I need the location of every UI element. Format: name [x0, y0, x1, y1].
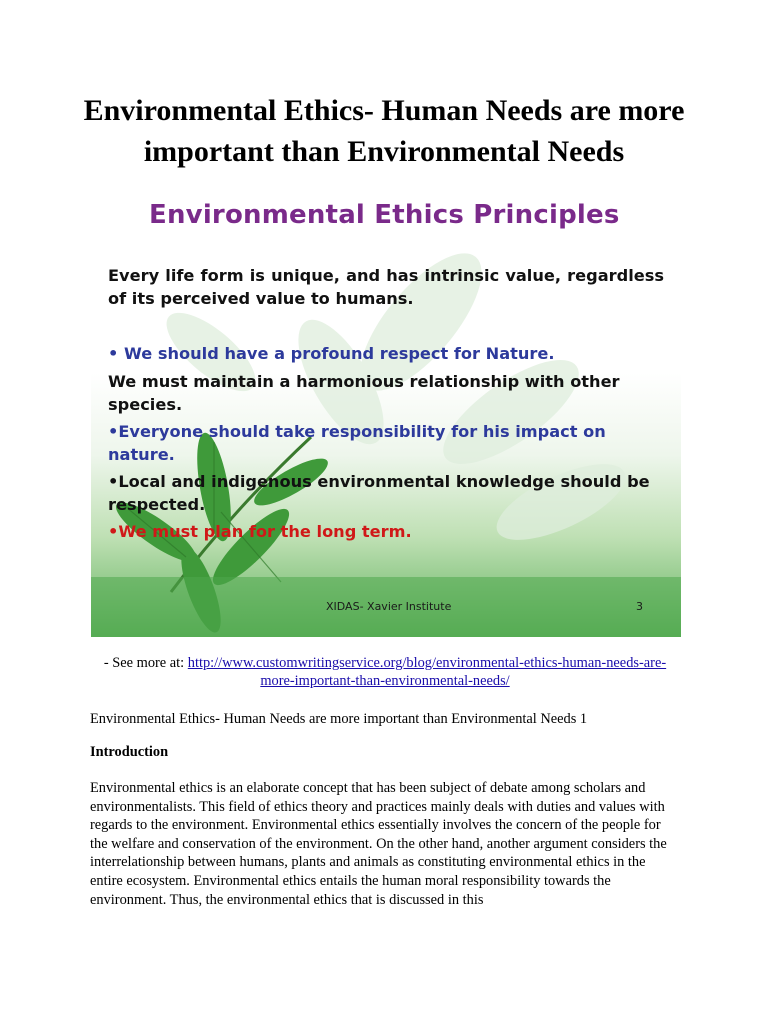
slide-principle-6: •We must plan for the long term.	[108, 522, 412, 541]
slide-footer: XIDAS- Xavier Institute	[326, 600, 452, 613]
slide-page-number: 3	[636, 600, 643, 613]
body-paragraph: Environmental ethics is an elaborate concept that has been subject of debate among scholars and environmentalists. This field of ethics theory and practices mainly deals with duties and values with regards to the environment. Environmental ethics essentially involves the concern of the people for the welfare and conservation of the environment. On the other hand, another argument considers the interrelationship between humans, plants and animals as constituting environmental ethics in the entire ecosystem. Environmental ethics entails the human moral responsibility towards the environment. Thus, the environmental ethics that is discussed in this	[90, 780, 667, 908]
slide-image	[91, 182, 681, 637]
slide-principle-1: Every life form is unique, and has intrinsic value, regardless of its perceived value to humans.	[108, 266, 664, 308]
slide-principle-2: • We should have a profound respect for Nature.	[108, 344, 555, 363]
slide-title: Environmental Ethics Principles	[149, 200, 620, 230]
document-title: Environmental Ethics- Human Needs are more important than Environmental Needs	[83, 94, 685, 168]
see-more-prefix: - See more at:	[103, 655, 188, 671]
source-link[interactable]: http://www.customwritingservice.org/blog/environmental-ethics-human-needs-are-more-important-than-environmental-needs/	[187, 655, 667, 689]
document-heading-line: Environmental Ethics- Human Needs are more important than Environmental Needs 1	[90, 711, 588, 727]
section-title: Introduction	[90, 744, 169, 760]
slide-principle-3: We must maintain a harmonious relationship with other species.	[108, 372, 620, 414]
see-more-line	[90, 654, 680, 690]
slide-principle-4: •Everyone should take responsibility for his impact on nature.	[108, 422, 606, 464]
slide-principle-5: •Local and indigenous environmental knowledge should be respected.	[108, 472, 650, 514]
